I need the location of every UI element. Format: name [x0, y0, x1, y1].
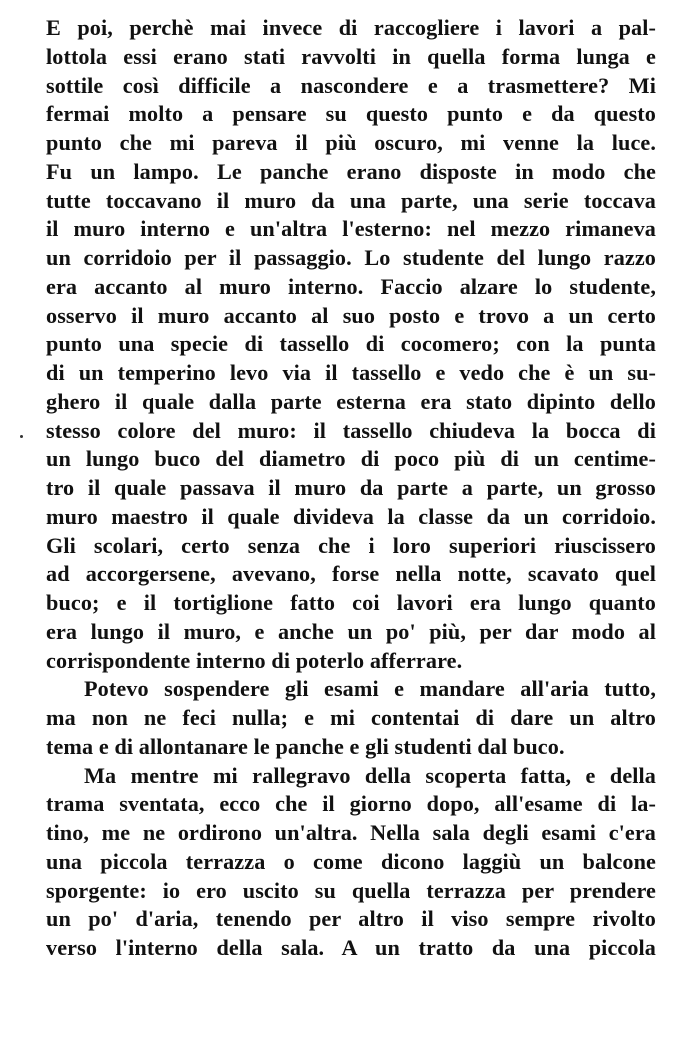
text-line: E poi, perchè mai invece di raccogliere i lavori a pal- [46, 15, 656, 40]
text-line: una piccola terrazza o come dicono laggiù un balcone [46, 848, 656, 874]
text-line: tutte toccavano il muro da una parte, una serie toccava [46, 187, 656, 213]
text-line: punto che mi pareva il più oscuro, mi venne la luce. [46, 130, 656, 155]
text-line: tro il quale passava il muro da parte a parte, un grosso [46, 475, 656, 500]
text-line: sporgente: io ero uscito su quella terrazza per prendere [46, 877, 656, 903]
text-line: stesso colore del muro: il tassello chiudeva la bocca di [46, 417, 656, 443]
paragraph [46, 762, 656, 963]
text-line: verso l'interno della sala. A un tratto da una piccola [46, 935, 656, 960]
text-line: di un temperino levo via il tassello e vedo che è un su- [46, 360, 656, 385]
text-line: era accanto al muro interno. Faccio alzare lo studente, [46, 273, 656, 299]
text-line: sottile così difficile a nascondere e a trasmettere? Mi [46, 72, 656, 98]
text-line: era lungo il muro, e anche un po' più, per dar modo al [46, 618, 656, 644]
paragraph [46, 675, 656, 761]
text-line: ghero il quale dalla parte esterna era stato dipinto dello [46, 388, 656, 414]
text-line: punto una specie di tassello di cocomero; con la punta [46, 331, 656, 357]
text-line: trama sventata, ecco che il giorno dopo, all'esame di la- [46, 791, 656, 817]
text-line: muro maestro il quale divideva la classe da un corridoio. [46, 503, 656, 529]
text-line: Fu un lampo. Le panche erano disposte in modo che [46, 158, 656, 184]
stray-ink-dot [20, 435, 23, 438]
page-text [46, 14, 656, 963]
text-line: ad accorgersene, avevano, forse nella notte, scavato quel [46, 561, 656, 587]
text-line: fermai molto a pensare su questo punto e da questo [46, 101, 656, 127]
text-line: Potevo sospendere gli esami e mandare all'aria tutto, [84, 676, 656, 702]
text-line: lottola essi erano stati ravvolti in quella forma lunga e [46, 43, 656, 69]
text-line: un lungo buco del diametro di poco più di un centime- [46, 446, 656, 472]
paragraph [46, 14, 656, 675]
text-line: tema e di allontanare le panche e gli studenti dal buco. [46, 733, 565, 759]
text-line: Gli scolari, certo senza che i loro superiori riuscissero [46, 532, 656, 558]
text-line: un corridoio per il passaggio. Lo studente del lungo razzo [46, 245, 656, 270]
text-line: buco; e il tortiglione fatto coi lavori era lungo quanto [46, 590, 656, 615]
text-line: osservo il muro accanto al suo posto e trovo a un certo [46, 302, 656, 328]
text-line: Ma mentre mi rallegravo della scoperta fatta, e della [84, 762, 656, 788]
text-line: ma non ne feci nulla; e mi contentai di dare un altro [46, 705, 656, 730]
text-line: un po' d'aria, tenendo per altro il viso sempre rivolto [46, 906, 656, 932]
text-body [46, 14, 656, 963]
text-line: corrispondente interno di poterlo afferrare. [46, 647, 463, 673]
text-line: il muro interno e un'altra l'esterno: nel mezzo rimaneva [46, 216, 656, 242]
text-line: tino, me ne ordirono un'altra. Nella sala degli esami c'era [46, 820, 656, 845]
